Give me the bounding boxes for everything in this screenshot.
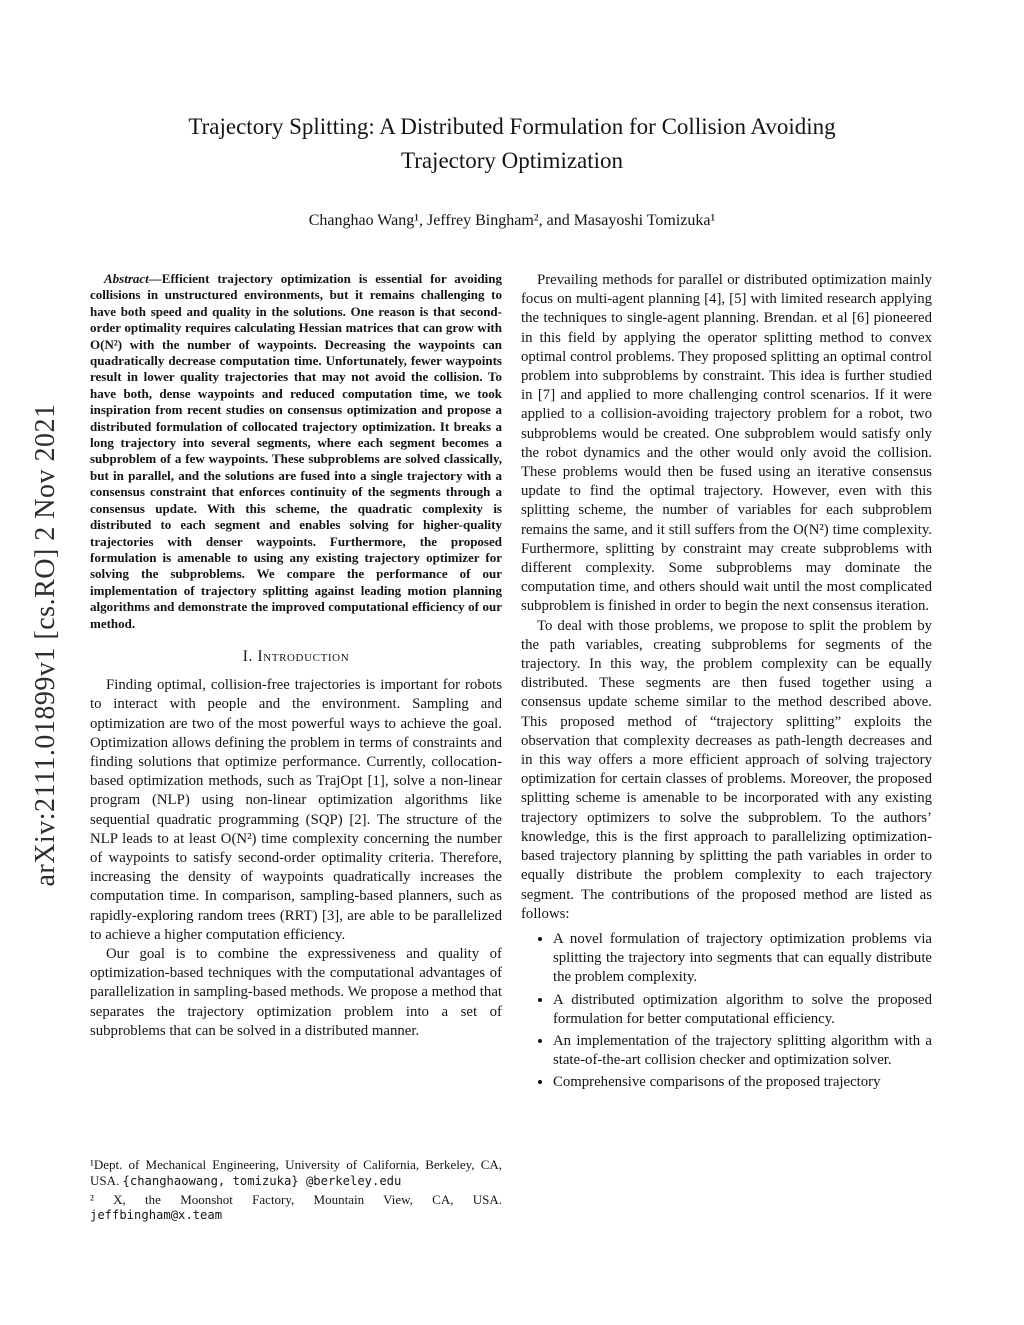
footnote-2-email: jeffbingham@x.team [90,1208,223,1223]
contribution-item-1: • A novel formulation of trajectory optimization problems via splitting the trajectory into segments that can equally distribute the problem complexity. [553,930,932,988]
authors-line: Changhao Wang¹, Jeffrey Bingham², and Masayoshi Tomizuka¹ [308,212,716,229]
intro-paragraph-1: Finding optimal, collision-free trajectories is important for robots to interact with people and the environment. Sampling and optimization are two of the most powerful ways to achieve the goal. Optimization allows defining the problem in terms of constraints and finding solutions that optimize performance. Currently, collocation-based optimization methods, such as TrajOpt [1], solve a non-linear program (NLP) using non-linear optimization algorithms like sequential quadratic programming (SQP) [2]. The structure of the NLP leads to at least O(N²) time complexity concerning the number of waypoints to satisfy second-order optimality criteria. Therefore, increasing the density of waypoints quadratically increases the computation time. In comparison, sampling-based planners, such as rapidly-exploring random trees (RRT) [3], are able to be parallelized to achieve a higher computation efficiency. [90,677,502,943]
proposal-paragraph: To deal with those problems, we propose to split the problem by the path variables, creating subproblems for segments of the trajectory. In this way, the problem complexity can be equally distributed. These segments are then fused together using a consensus update scheme similar to the method described above. This proposed method of “trajectory splitting” exploits the observation that complexity decreases as path-length decreases and in this way offers a more efficient approach of solving trajectory optimization for certain classes of problems. Moreover, the proposed splitting scheme is amenable to be incorporated with any existing trajectory optimizers to solve the subproblem. To the authors’ knowledge, this is the first approach to parallelizing optimization-based trajectory planning by splitting the path variables in order to equally distribute the problem complexity to each trajectory segment. The contributions of the proposed method are listed as follows: [521,617,932,922]
section-heading-introduction: I. Introduction [242,647,350,665]
footnote-2 [90,1192,502,1225]
contribution-item-3: • An implementation of the trajectory splitting algorithm with a state-of-the-art collision checker and optimization solver. [553,1032,932,1070]
footnote-1 [90,1157,502,1190]
arxiv-watermark: arXiv:2111.01899v1 [cs.RO] 2 Nov 2021 [30,403,61,887]
title-block [91,110,933,230]
left-column [90,271,502,1041]
footnote-2-text: ² X, the Moonshot Factory, Mountain View, CA, USA. [90,1191,502,1207]
right-column [521,271,932,1096]
abstract [90,271,502,632]
footnote-block [90,1157,502,1226]
related-work-paragraph: Prevailing methods for parallel or distributed optimization mainly focus on multi-agent planning [4], [5] with limited research applying the techniques to single-agent planning. Brendan. et al [6] pioneered in this field by applying the operator splitting method to convex optimal control problems. They proposed splitting an optimal control problem into subproblems by constraint. This idea is further studied in [7] and applied to more challenging control scenarios. If it were applied to a collision-avoiding trajectory problem for a robot, two subproblems would be created. One subproblem would satisfy only the robot dynamics and the other would only avoid the collision. These problems would then be fused using an iterative consensus update to find the optimal trajectory. However, even with this splitting scheme, the number of variables for each subproblem remains the same, and it still suffers from the O(N²) time complexity. Furthermore, splitting by constraint may create subproblems with different complexity. Some subproblems may dominate the computation time, and others should wait until the most complicated subproblem is finished in order to begin the next consensus iteration. [521,272,932,615]
contribution-item-4: • Comprehensive comparisons of the proposed trajectory [553,1073,932,1092]
contributions-list [521,930,932,1093]
footnote-1-text: ¹Dept. of Mechanical Engineering, University of California, Berkeley, CA, USA. [90,1157,502,1188]
footnote-1-email: {changhaowang, tomizuka} @berkeley.edu [122,1173,402,1188]
contribution-item-2: • A distributed optimization algorithm to solve the proposed formulation for better computational efficiency. [553,991,932,1029]
abstract-text: Efficient trajectory optimization is essential for avoiding collisions in unstructured environments, but it remains challenging to have both speed and quality in the solutions. One reason is that second-order optimality requires calculating Hessian matrices that can grow with O(N²) with the number of waypoints. Decreasing the waypoints can quadratically decrease computation time. Unfortunately, fewer waypoints result in lower quality trajectories that may not avoid the collision. To have both, dense waypoints and reduced computation time, we took inspiration from recent studies on consensus optimization and propose a distributed formulation of collocated trajectory optimization. It breaks a long trajectory into several segments, where each segment becomes a subproblem of a few waypoints. These subproblems are solved classically, but in parallel, and the solutions are fused into a single trajectory with a consensus constraint that enforces continuity of the segments through a consensus update. With this scheme, the quadratic complexity is distributed to each segment and enables solving for higher-quality trajectories with denser waypoints. Furthermore, the proposed formulation is amenable to using any existing trajectory optimizer for solving the subproblems. We compare the performance of our implementation of trajectory splitting against leading motion planning algorithms and demonstrate the improved computational efficiency of our method. [90,271,502,631]
abstract-label: Abstract— [104,271,162,286]
paper-title-line-1: Trajectory Splitting: A Distributed Formulation for Collision Avoiding [188,114,836,139]
intro-paragraph-2: Our goal is to combine the expressiveness and quality of optimization-based techniques with the computational advantages of parallelization in sampling-based methods. We propose a method that separates the trajectory optimization problem into a set of subproblems that can be solved in a distributed manner. [90,945,502,1039]
paper-title-line-2: Trajectory Optimization [400,148,624,173]
